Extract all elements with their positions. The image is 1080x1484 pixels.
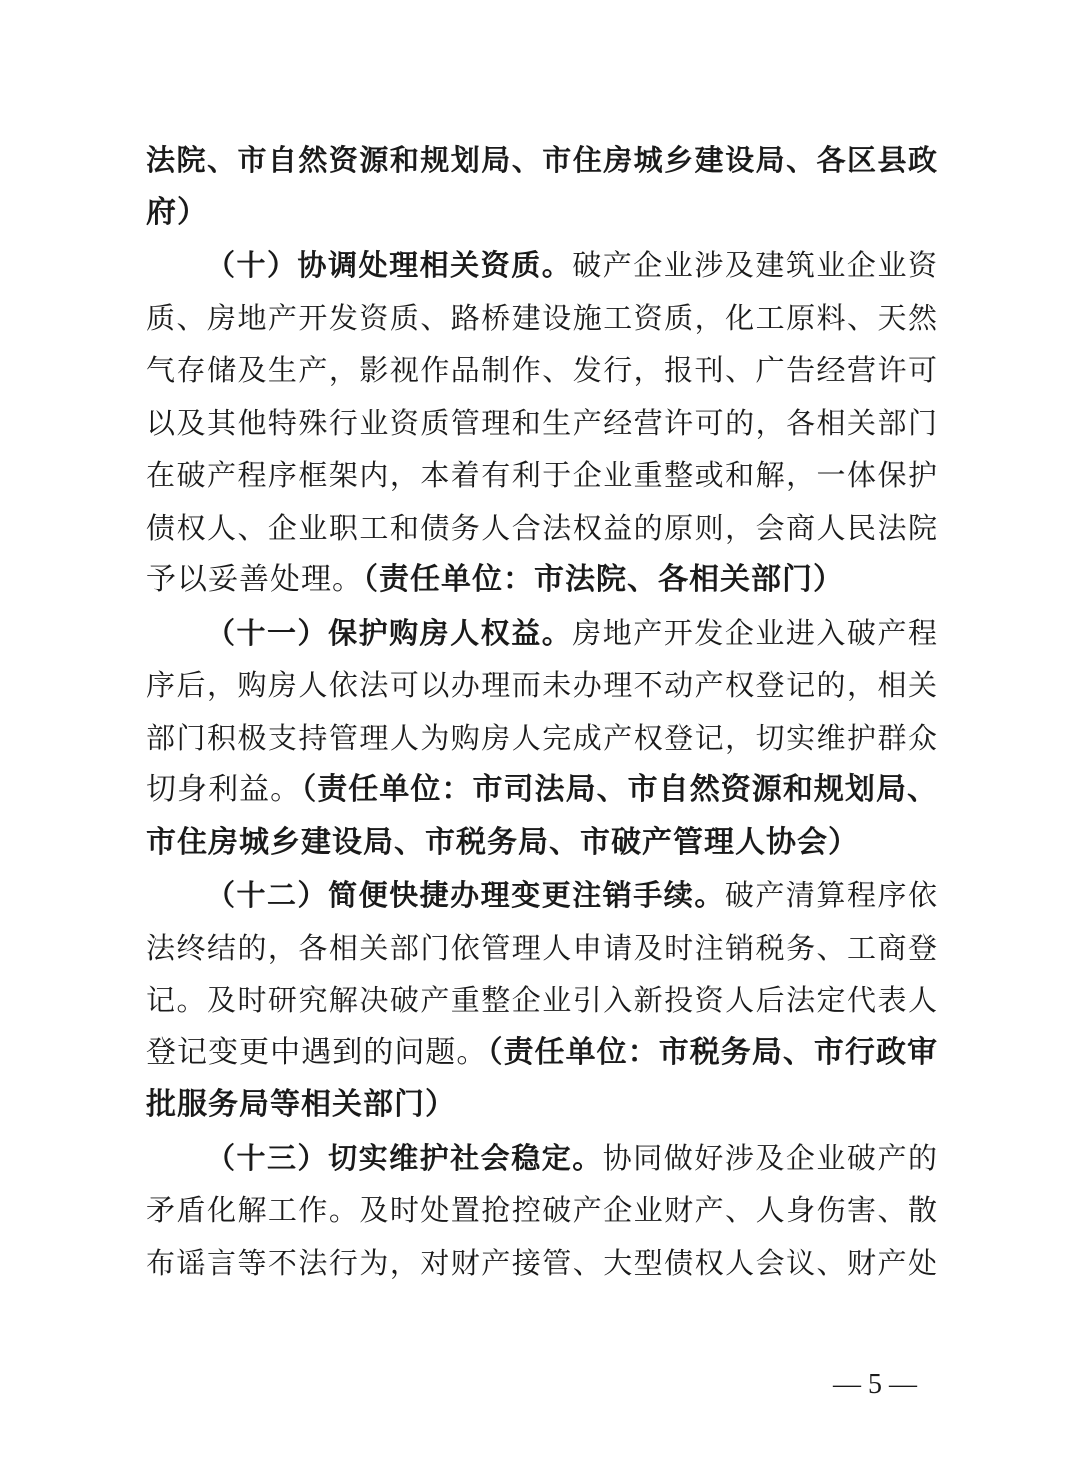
text-line (146, 770, 938, 810)
line-text: 破产企业涉及建筑业企业资 (572, 248, 938, 282)
line-text: 法院、市自然资源和规划局、市住房城乡建设局、各区县政 (146, 143, 938, 177)
line-text: 部门积极支持管理人为购房人完成产权登记，切实维护群众 (146, 721, 938, 755)
line-text: 府） (146, 195, 208, 230)
responsible-units: （责任单位：市税务局、市行政审 (487, 1035, 939, 1070)
text-line (146, 508, 938, 548)
responsible-units: （责任单位：市司法局、市自然资源和规划局、 (301, 772, 939, 807)
text-line (146, 140, 938, 180)
text-line (206, 245, 938, 285)
line-text: 记。及时研究解决破产重整企业引入新投资人后法定代表人 (146, 983, 938, 1017)
text-line (146, 1033, 938, 1073)
text-line (206, 1138, 938, 1178)
text-line (146, 455, 938, 495)
line-text: 矛盾化解工作。及时处置抢控破产企业财产、人身伤害、散 (146, 1193, 938, 1227)
text-line (146, 823, 859, 863)
line-text: 切身利益。 (146, 772, 302, 807)
line-text: 质、房地产开发资质、路桥建设施工资质，化工原料、天然 (146, 301, 938, 335)
line-text: 批服务局等相关部门） (146, 1087, 456, 1122)
text-line (146, 1085, 456, 1125)
page-number: — 5 — (833, 1369, 917, 1400)
line-text: 登记变更中遇到的问题。 (146, 1035, 488, 1070)
line-text: 气存储及生产，影视作品制作、发行，报刊、广告经营许可 (146, 353, 938, 387)
line-text: 债权人、企业职工和债务人合法权益的原则，会商人民法院 (146, 511, 938, 545)
text-line (146, 403, 938, 443)
line-text: 序后，购房人依法可以办理而未办理不动产权登记的，相关 (146, 668, 938, 702)
text-line (146, 1190, 938, 1230)
section-heading: （十）协调处理相关资质。 (206, 248, 573, 282)
line-text: 市住房城乡建设局、市税务局、市破产管理人协会） (146, 825, 859, 860)
line-text: 予以妥善处理。 (146, 562, 363, 597)
line-text: 布谣言等不法行为，对财产接管、大型债权人会议、财产处 (146, 1246, 938, 1280)
section-heading: （十二）简便快捷办理变更注销手续。 (206, 878, 725, 912)
line-text: 在破产程序框架内，本着有利于企业重整或和解，一体保护 (146, 458, 938, 492)
line-text: 房地产开发企业进入破产程 (572, 616, 938, 650)
line-text: 法终结的，各相关部门依管理人申请及时注销税务、工商登 (146, 931, 938, 965)
text-line (146, 350, 938, 390)
text-line (146, 1243, 938, 1283)
section-heading: （十一）保护购房人权益。 (206, 616, 573, 650)
text-line (146, 298, 938, 338)
responsible-units: （责任单位：市法院、各相关部门） (363, 562, 844, 597)
text-line (146, 980, 938, 1020)
text-line (206, 613, 938, 653)
text-line (146, 718, 938, 758)
section-heading: （十三）切实维护社会稳定。 (206, 1141, 603, 1175)
text-line (206, 875, 938, 915)
line-text: 以及其他特殊行业资质管理和生产经营许可的，各相关部门 (146, 406, 938, 440)
text-line (146, 665, 938, 705)
line-text: 协同做好涉及企业破产的 (602, 1141, 938, 1175)
text-line (146, 193, 208, 233)
text-line (146, 928, 938, 968)
line-text: 破产清算程序依 (724, 878, 938, 912)
text-line (146, 560, 844, 600)
